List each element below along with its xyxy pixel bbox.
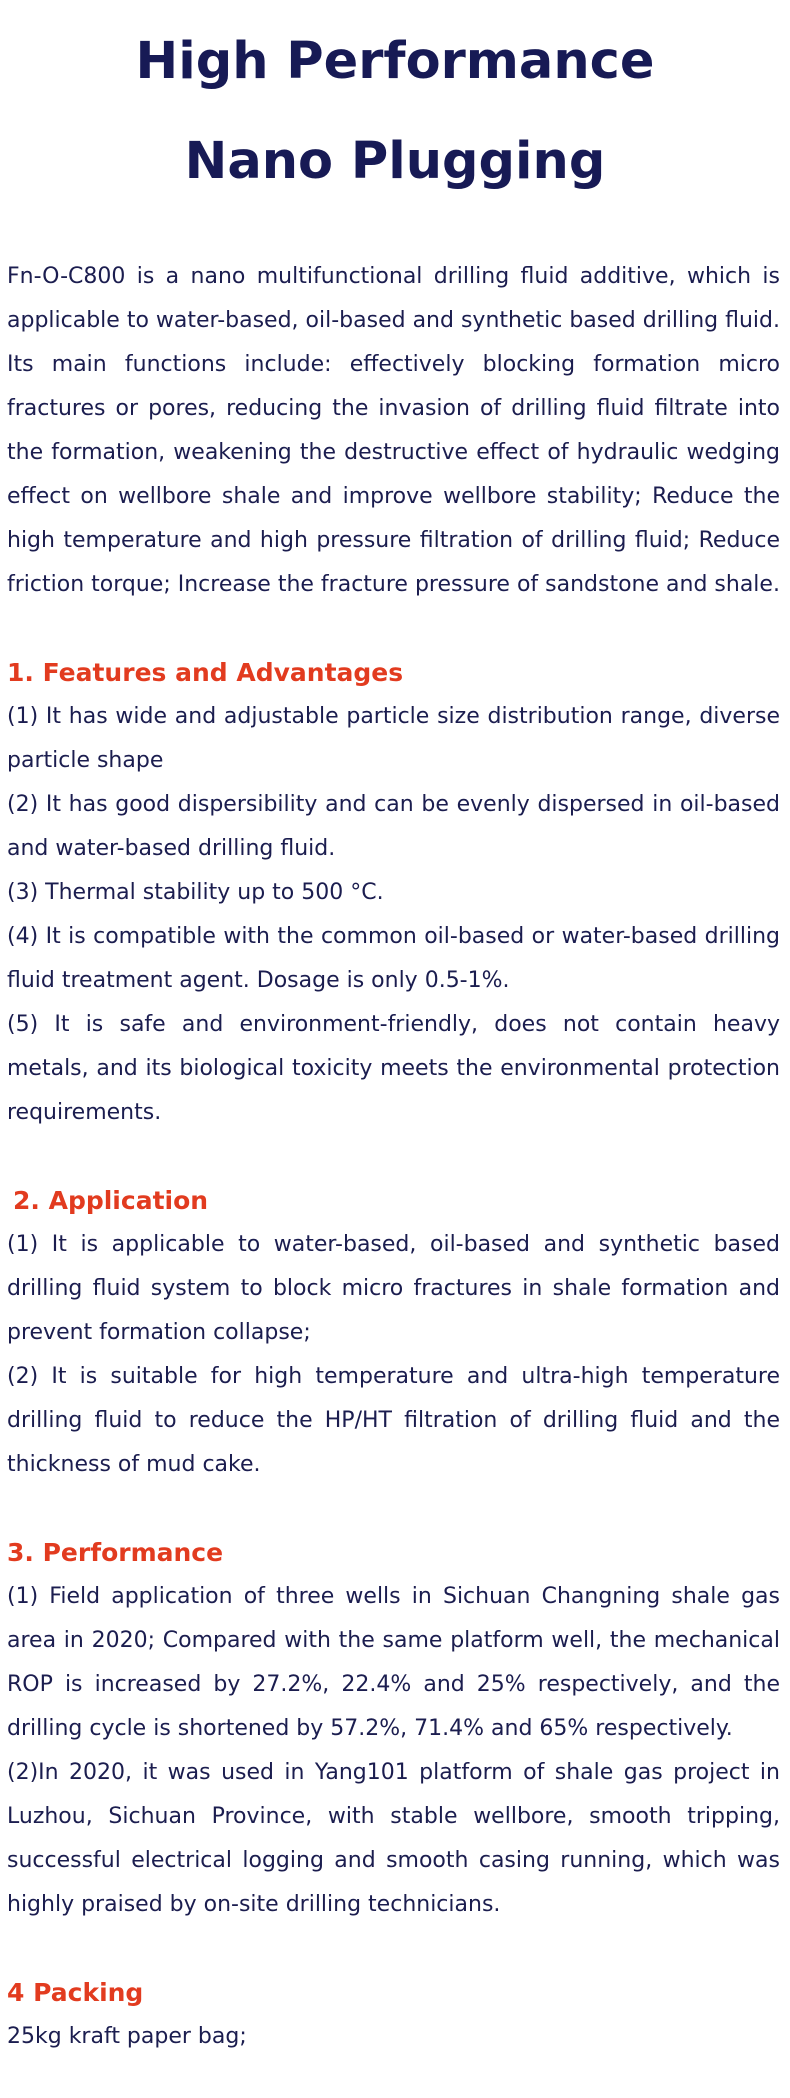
title-line-2: Nano Plugging (184, 132, 606, 191)
intro-paragraph: Fn-O-C800 is a nano multifunctional drilling fluid additive, which is applicable to water-based, oil-based and synthetic based drilling fluid. Its main functions include: effectively blocking formation micro fractures or pores, reducing the invasion of drilling fluid filtrate into the formation, weakening the destructive effect of hydraulic wedging effect on wellbore shale and improve wellbore stability; Reduce the high temperature and high pressure filtration of drilling fluid; Reduce friction torque; Increase the fracture pressure of sandstone and shale. (7, 264, 780, 597)
section-application (7, 1179, 780, 1487)
list-item: (4) It is compatible with the common oil-based or water-based drilling fluid treatment agent. Dosage is only 0.5-1%. (7, 924, 780, 993)
list-item: (5) It is safe and environment-friendly, does not contain heavy metals, and its biological toxicity meets the environmental protection requirements. (7, 1012, 780, 1125)
list-item: (1) It has wide and adjustable particle size distribution range, diverse particle shape (7, 704, 780, 773)
title-line-1: High Performance (135, 32, 655, 91)
section-features (7, 651, 780, 1135)
list-item: (2) It has good dispersibility and can be evenly dispersed in oil-based and water-based drilling fluid. (7, 792, 780, 861)
section-spacer (7, 1487, 780, 1531)
section-heading: 2. Application (13, 1186, 209, 1215)
page-title (0, 0, 790, 212)
section-packing (7, 1971, 780, 2059)
section-spacer (7, 607, 780, 651)
section-performance (7, 1531, 780, 1927)
list-item: 25kg kraft paper bag; (7, 2024, 247, 2049)
section-spacer (7, 1927, 780, 1971)
list-item: (2) It is suitable for high temperature and ultra-high temperature drilling fluid to reduce the HP/HT filtration of drilling fluid and the thickness of mud cake. (7, 1364, 780, 1477)
section-heading: 3. Performance (7, 1538, 224, 1567)
section-heading: 4 Packing (7, 1978, 144, 2007)
section-heading: 1. Features and Advantages (7, 658, 404, 687)
article-body (7, 255, 780, 2059)
list-item: (1) Field application of three wells in Sichuan Changning shale gas area in 2020; Compared with the same platform well, the mechanical ROP is increased by 27.2%, 22.4% and 25% respectively, and the drilling cycle is shortened by 57.2%, 71.4% and 65% respectively. (7, 1584, 780, 1741)
list-item: (1) It is applicable to water-based, oil-based and synthetic based drilling fluid system to block micro fractures in shale formation and prevent formation collapse; (7, 1232, 780, 1345)
list-item: (3) Thermal stability up to 500 °C. (7, 880, 384, 905)
section-spacer (7, 1135, 780, 1179)
list-item: (2)In 2020, it was used in Yang101 platform of shale gas project in Luzhou, Sichuan Province, with stable wellbore, smooth tripping, successful electrical logging and smooth casing running, which was highly praised by on-site drilling technicians. (7, 1760, 780, 1917)
